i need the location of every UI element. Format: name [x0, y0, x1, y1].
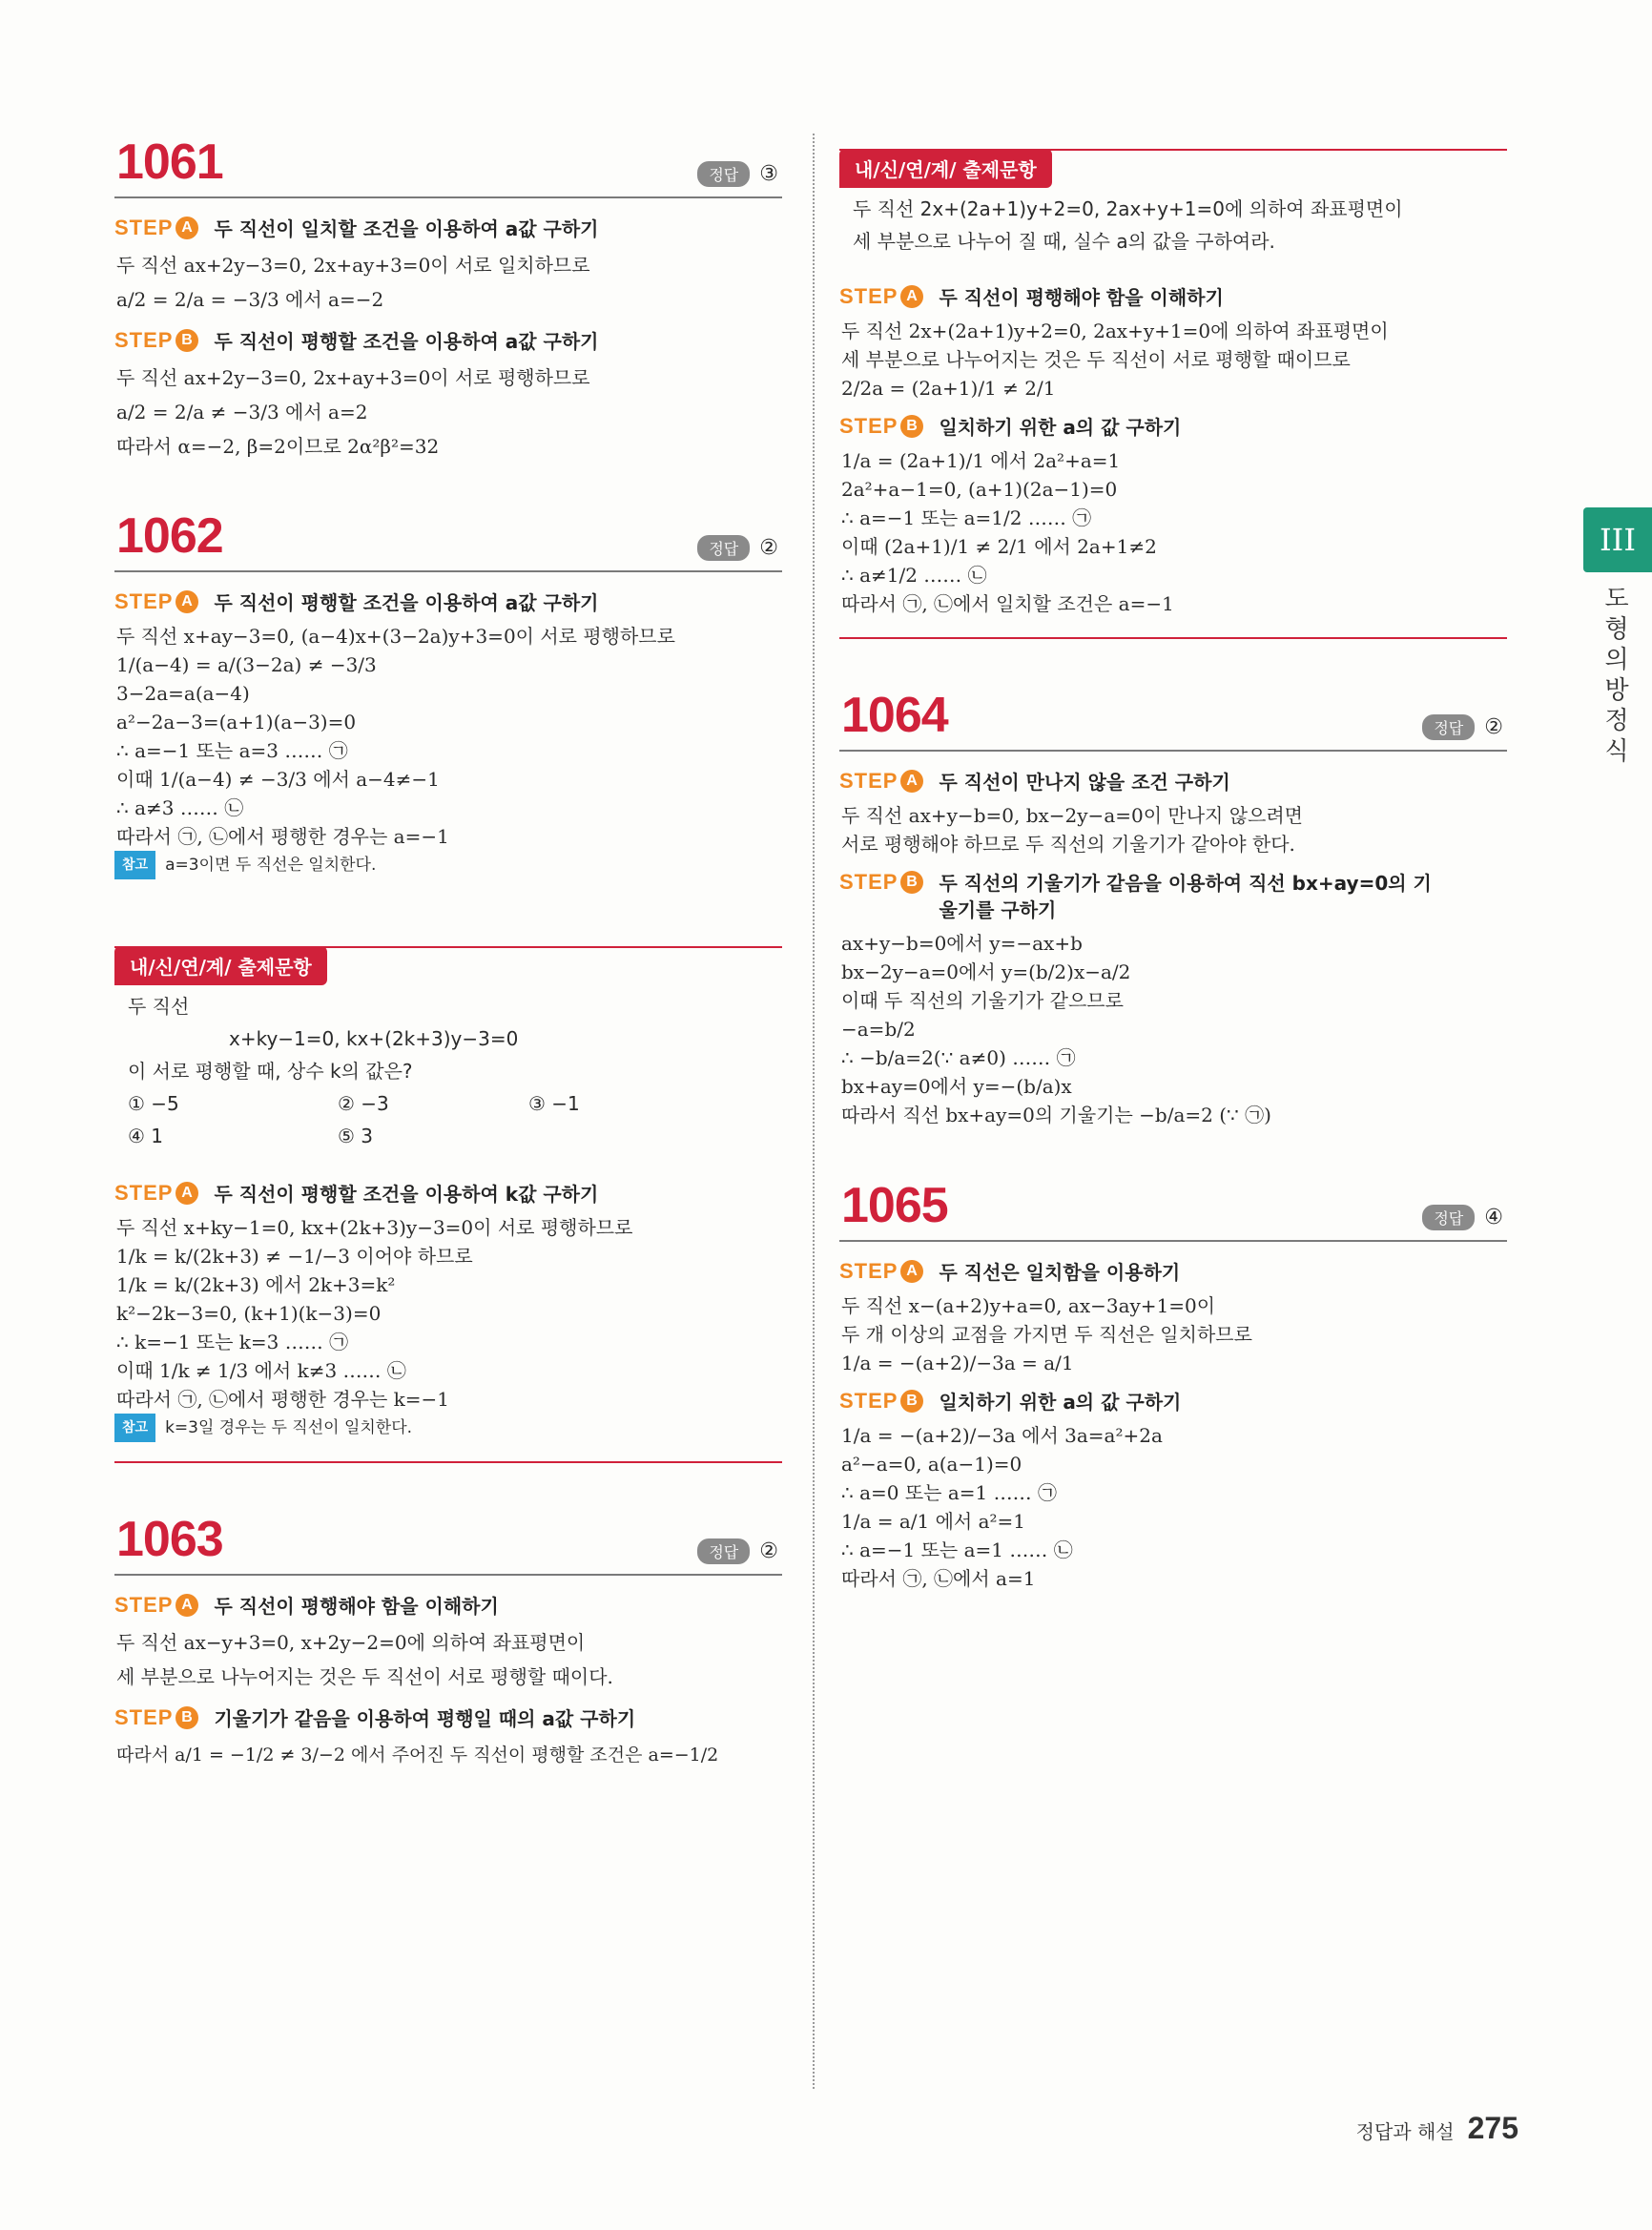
answer-value: ② [759, 1539, 778, 1563]
solution-line: 따라서 직선 bx+ay=0의 기울기는 −b/a=2 (∵ ㉠) [841, 1104, 1271, 1126]
solution-line: 이때 두 직선의 기울기가 같으므로 [841, 989, 1124, 1012]
solution-line: bx+ay=0에서 y=−(b/a)x [841, 1075, 1072, 1098]
solution-line: 따라서 ㉠, ㉡에서 일치할 조건은 a=−1 [841, 592, 1174, 615]
solution-line: 이때 1/(a−4) ≠ −3/3 에서 a−4≠−1 [116, 768, 440, 791]
solution-line: 1/(a−4) = a/(3−2a) ≠ −3/3 [116, 653, 377, 676]
answer-badge: 정답 [697, 1538, 750, 1564]
section-separator [839, 637, 1507, 639]
step-a [839, 1259, 1507, 1286]
problem-header [114, 134, 782, 198]
answer [1422, 714, 1503, 740]
solution-line: ∴ −b/a=2(∵ a≠0) …… ㉠ [841, 1046, 1076, 1069]
answer-badge: 정답 [697, 535, 750, 561]
chapter-tab: III [1583, 507, 1652, 572]
step-title: 일치하기 위한 a의 값 구하기 [939, 416, 1182, 439]
solution-line: 두 직선 ax−y+3=0, x+2y−2=0에 의하여 좌표평면이 [116, 1631, 586, 1654]
reference-note [114, 851, 782, 879]
answer [697, 535, 778, 561]
step-title: 두 직선이 평행해야 함을 이해하기 [214, 1595, 499, 1618]
solution-line: a/2 = 2/a ≠ −3/3 에서 a=2 [116, 401, 368, 423]
question-line: 두 직선 2x+(2a+1)y+2=0, 2ax+y+1=0에 의하여 좌표평면이 [853, 197, 1403, 220]
naesin-question-2 [839, 149, 1507, 639]
step-tag: STEP B [114, 1705, 198, 1730]
step-letter: B [900, 1390, 923, 1413]
step-title: 두 직선이 만나지 않을 조건 구하기 [939, 771, 1230, 794]
solution-line: ∴ k=−1 또는 k=3 …… ㉠ [116, 1331, 349, 1353]
step-title: 두 직선이 평행할 조건을 이용하여 a값 구하기 [214, 591, 599, 614]
solution-line: 따라서 ㉠, ㉡에서 평행한 경우는 a=−1 [116, 825, 449, 848]
solution-line: 두 직선 ax+2y−3=0, 2x+ay+3=0이 서로 일치하므로 [116, 254, 590, 277]
solution-line: a²−2a−3=(a+1)(a−3)=0 [116, 711, 357, 733]
answer-value: ④ [1484, 1206, 1503, 1229]
solution-line: 이때 1/k ≠ 1/3 에서 k≠3 …… ㉡ [116, 1359, 406, 1382]
naesin-tab: 내/신/연/계/ 출제문항 [839, 149, 1052, 188]
step-tag: STEP B [839, 414, 923, 439]
problem-number: 1061 [116, 134, 223, 190]
solution-line: bx−2y−a=0에서 y=(b/2)x−a/2 [841, 960, 1131, 983]
problem-number: 1064 [841, 688, 948, 743]
step-title: 두 직선이 평행할 조건을 이용하여 k값 구하기 [214, 1183, 599, 1206]
answer-badge: 정답 [697, 161, 750, 187]
step-b [839, 870, 1507, 923]
solution-line: ∴ a=−1 또는 a=3 …… ㉠ [116, 739, 348, 762]
answer-value: ② [1484, 715, 1503, 739]
step-tag: STEP B [839, 1389, 923, 1414]
problem-1064 [839, 687, 1507, 1129]
problem-header [839, 687, 1507, 752]
step-letter: A [900, 285, 923, 308]
solution-line: 서로 평행해야 하므로 두 직선의 기울기가 같아야 한다. [841, 833, 1295, 856]
column-divider [813, 134, 815, 2089]
answer [1422, 1205, 1503, 1230]
solution-line: 두 개 이상의 교점을 가지면 두 직선은 일치하므로 [841, 1323, 1252, 1346]
step-letter: A [900, 770, 923, 793]
note-text: a=3이면 두 직선은 일치한다. [165, 856, 377, 875]
choice: ③ −1 [528, 1092, 580, 1115]
question-line: x+ky−1=0, kx+(2k+3)y−3=0 [229, 1027, 519, 1050]
problem-1065 [839, 1177, 1507, 1593]
question-line: 이 서로 평행할 때, 상수 k의 값은? [128, 1060, 413, 1083]
question-line: 세 부분으로 나누어 질 때, 실수 a의 값을 구하여라. [853, 230, 1275, 253]
solution-line: 1/a = (2a+1)/1 에서 2a²+a=1 [841, 449, 1121, 472]
solution-line: 두 직선 x+ay−3=0, (a−4)x+(3−2a)y+3=0이 서로 평행하므로 [116, 625, 675, 648]
solution-line: 1/a = a/1 에서 a²=1 [841, 1510, 1026, 1533]
solution-line: 따라서 a/1 = −1/2 ≠ 3/−2 에서 주어진 두 직선이 평행할 조건은 a=−1/2 [116, 1745, 719, 1765]
step-tag: STEP A [114, 216, 198, 240]
solution-line: ∴ a=0 또는 a=1 …… ㉠ [841, 1481, 1057, 1504]
step-title: 두 직선의 기울기가 같음을 이용하여 직선 bx+ay=0의 기울기를 구하기 [939, 872, 1432, 921]
choice: ① −5 [128, 1092, 179, 1115]
step-tag: STEP A [114, 1593, 198, 1618]
step-a [114, 589, 782, 616]
problem-1062 [114, 507, 782, 879]
note-badge: 참고 [114, 851, 155, 879]
problem-header [114, 507, 782, 572]
solution-line: ∴ a=−1 또는 a=1 …… ㉡ [841, 1538, 1073, 1561]
step-b [114, 1705, 782, 1732]
step-letter: A [176, 1182, 198, 1205]
step-letter: B [900, 871, 923, 894]
chapter-label: 도형의 방정식 [1604, 585, 1629, 766]
solution-line: 2a²+a−1=0, (a+1)(2a−1)=0 [841, 478, 1118, 501]
problem-number: 1062 [116, 508, 223, 564]
solution-line: a²−a=0, a(a−1)=0 [841, 1453, 1022, 1476]
solution-line: 1/k = k/(2k+3) 에서 2k+3=k² [116, 1273, 396, 1296]
step-b [839, 1389, 1507, 1415]
solution-line: 1/k = k/(2k+3) ≠ −1/−3 이어야 하므로 [116, 1245, 473, 1268]
footer-label: 정답과 해설 [1355, 2120, 1455, 2143]
left-column [114, 134, 782, 1772]
problem-number: 1063 [116, 1512, 223, 1567]
solution-line: 세 부분으로 나누어지는 것은 두 직선이 서로 평행할 때이므로 [841, 348, 1351, 371]
problem-1061 [114, 134, 782, 464]
choices [128, 1087, 782, 1152]
solution-line: 3−2a=a(a−4) [116, 682, 250, 705]
answer-value: ③ [759, 162, 778, 186]
step-title: 두 직선이 평행해야 함을 이해하기 [939, 286, 1224, 309]
choice: ② −3 [338, 1092, 389, 1115]
step-title: 두 직선은 일치함을 이용하기 [939, 1261, 1181, 1284]
problem-header [839, 1177, 1507, 1242]
step-tag: STEP A [114, 589, 198, 614]
step-letter: B [176, 329, 198, 352]
solution-line: 1/a = −(a+2)/−3a 에서 3a=a²+2a [841, 1424, 1163, 1447]
answer [697, 1538, 778, 1564]
solution-line: 따라서 ㉠, ㉡에서 a=1 [841, 1567, 1036, 1590]
step-a [839, 284, 1507, 311]
answer-value: ② [759, 536, 778, 560]
reference-note [114, 1414, 782, 1442]
step-tag: STEP A [114, 1181, 198, 1206]
solution-line: ∴ a≠1/2 …… ㉡ [841, 564, 987, 587]
step-letter: A [176, 1594, 198, 1617]
step-tag: STEP A [839, 769, 923, 794]
solution-line: 따라서 ㉠, ㉡에서 평행한 경우는 k=−1 [116, 1388, 450, 1411]
note-text: k=3일 경우는 두 직선이 일치한다. [165, 1418, 413, 1437]
step-a [114, 1593, 782, 1620]
question-line: 두 직선 [128, 995, 190, 1018]
solution-line: a/2 = 2/a = −3/3 에서 a=−2 [116, 288, 384, 311]
step-a [839, 769, 1507, 795]
solution-line: 두 직선 ax+y−b=0, bx−2y−a=0이 만나지 않으려면 [841, 804, 1303, 827]
solution-line: −a=b/2 [841, 1018, 916, 1041]
page-footer [1356, 2111, 1518, 2146]
step-letter: B [900, 415, 923, 438]
solution-line: 따라서 α=−2, β=2이므로 2α²β²=32 [116, 435, 440, 458]
step-title: 기울기가 같음을 이용하여 평행일 때의 a값 구하기 [214, 1707, 636, 1730]
solution-line: k²−2k−3=0, (k+1)(k−3)=0 [116, 1302, 382, 1325]
solution-line: 두 직선 2x+(2a+1)y+2=0, 2ax+y+1=0에 의하여 좌표평면이 [841, 320, 1389, 342]
section-separator [114, 1461, 782, 1463]
solution-line: ∴ a≠3 …… ㉡ [116, 796, 244, 819]
step-a [114, 1181, 782, 1208]
step-letter: A [900, 1260, 923, 1283]
naesin-header [114, 946, 782, 990]
step-title: 두 직선이 일치할 조건을 이용하여 a값 구하기 [214, 217, 599, 240]
solution-line: 1/a = −(a+2)/−3a = a/1 [841, 1352, 1074, 1374]
step-tag: STEP B [114, 328, 198, 353]
step-a [114, 216, 782, 242]
solution-line: ax+y−b=0에서 y=−ax+b [841, 932, 1083, 955]
step-b [839, 414, 1507, 441]
problem-header [114, 1511, 782, 1576]
naesin-question-1 [114, 946, 782, 1463]
solution-line: 세 부분으로 나누어지는 것은 두 직선이 서로 평행할 때이다. [116, 1665, 613, 1688]
choice: ④ 1 [128, 1125, 164, 1147]
step-tag: STEP A [839, 1259, 923, 1284]
solution-line: ∴ a=−1 또는 a=1/2 …… ㉠ [841, 506, 1092, 529]
step-letter: B [176, 1706, 198, 1729]
solution-line: 이때 (2a+1)/1 ≠ 2/1 에서 2a+1≠2 [841, 535, 1157, 558]
answer [697, 161, 778, 187]
answer-badge: 정답 [1422, 714, 1475, 740]
answer-badge: 정답 [1422, 1205, 1475, 1230]
step-title: 일치하기 위한 a의 값 구하기 [939, 1391, 1182, 1414]
problem-number: 1065 [841, 1178, 948, 1233]
note-badge: 참고 [114, 1414, 155, 1442]
step-letter: A [176, 217, 198, 239]
page-number: 275 [1467, 2111, 1518, 2145]
naesin-header [839, 149, 1507, 193]
choice: ⑤ 3 [338, 1125, 374, 1147]
step-title: 두 직선이 평행할 조건을 이용하여 a값 구하기 [214, 330, 599, 353]
right-column [839, 134, 1507, 1593]
step-tag: STEP A [839, 284, 923, 309]
naesin-tab: 내/신/연/계/ 출제문항 [114, 946, 327, 985]
solution-line: 두 직선 ax+2y−3=0, 2x+ay+3=0이 서로 평행하므로 [116, 366, 590, 389]
solution-line: 2/2a = (2a+1)/1 ≠ 2/1 [841, 377, 1056, 400]
step-b [114, 328, 782, 355]
step-tag: STEP B [839, 870, 923, 895]
solution-line: 두 직선 x+ky−1=0, kx+(2k+3)y−3=0이 서로 평행하므로 [116, 1216, 633, 1239]
step-letter: A [176, 590, 198, 613]
solution-line: 두 직선 x−(a+2)y+a=0, ax−3ay+1=0이 [841, 1294, 1216, 1317]
problem-1063 [114, 1511, 782, 1772]
